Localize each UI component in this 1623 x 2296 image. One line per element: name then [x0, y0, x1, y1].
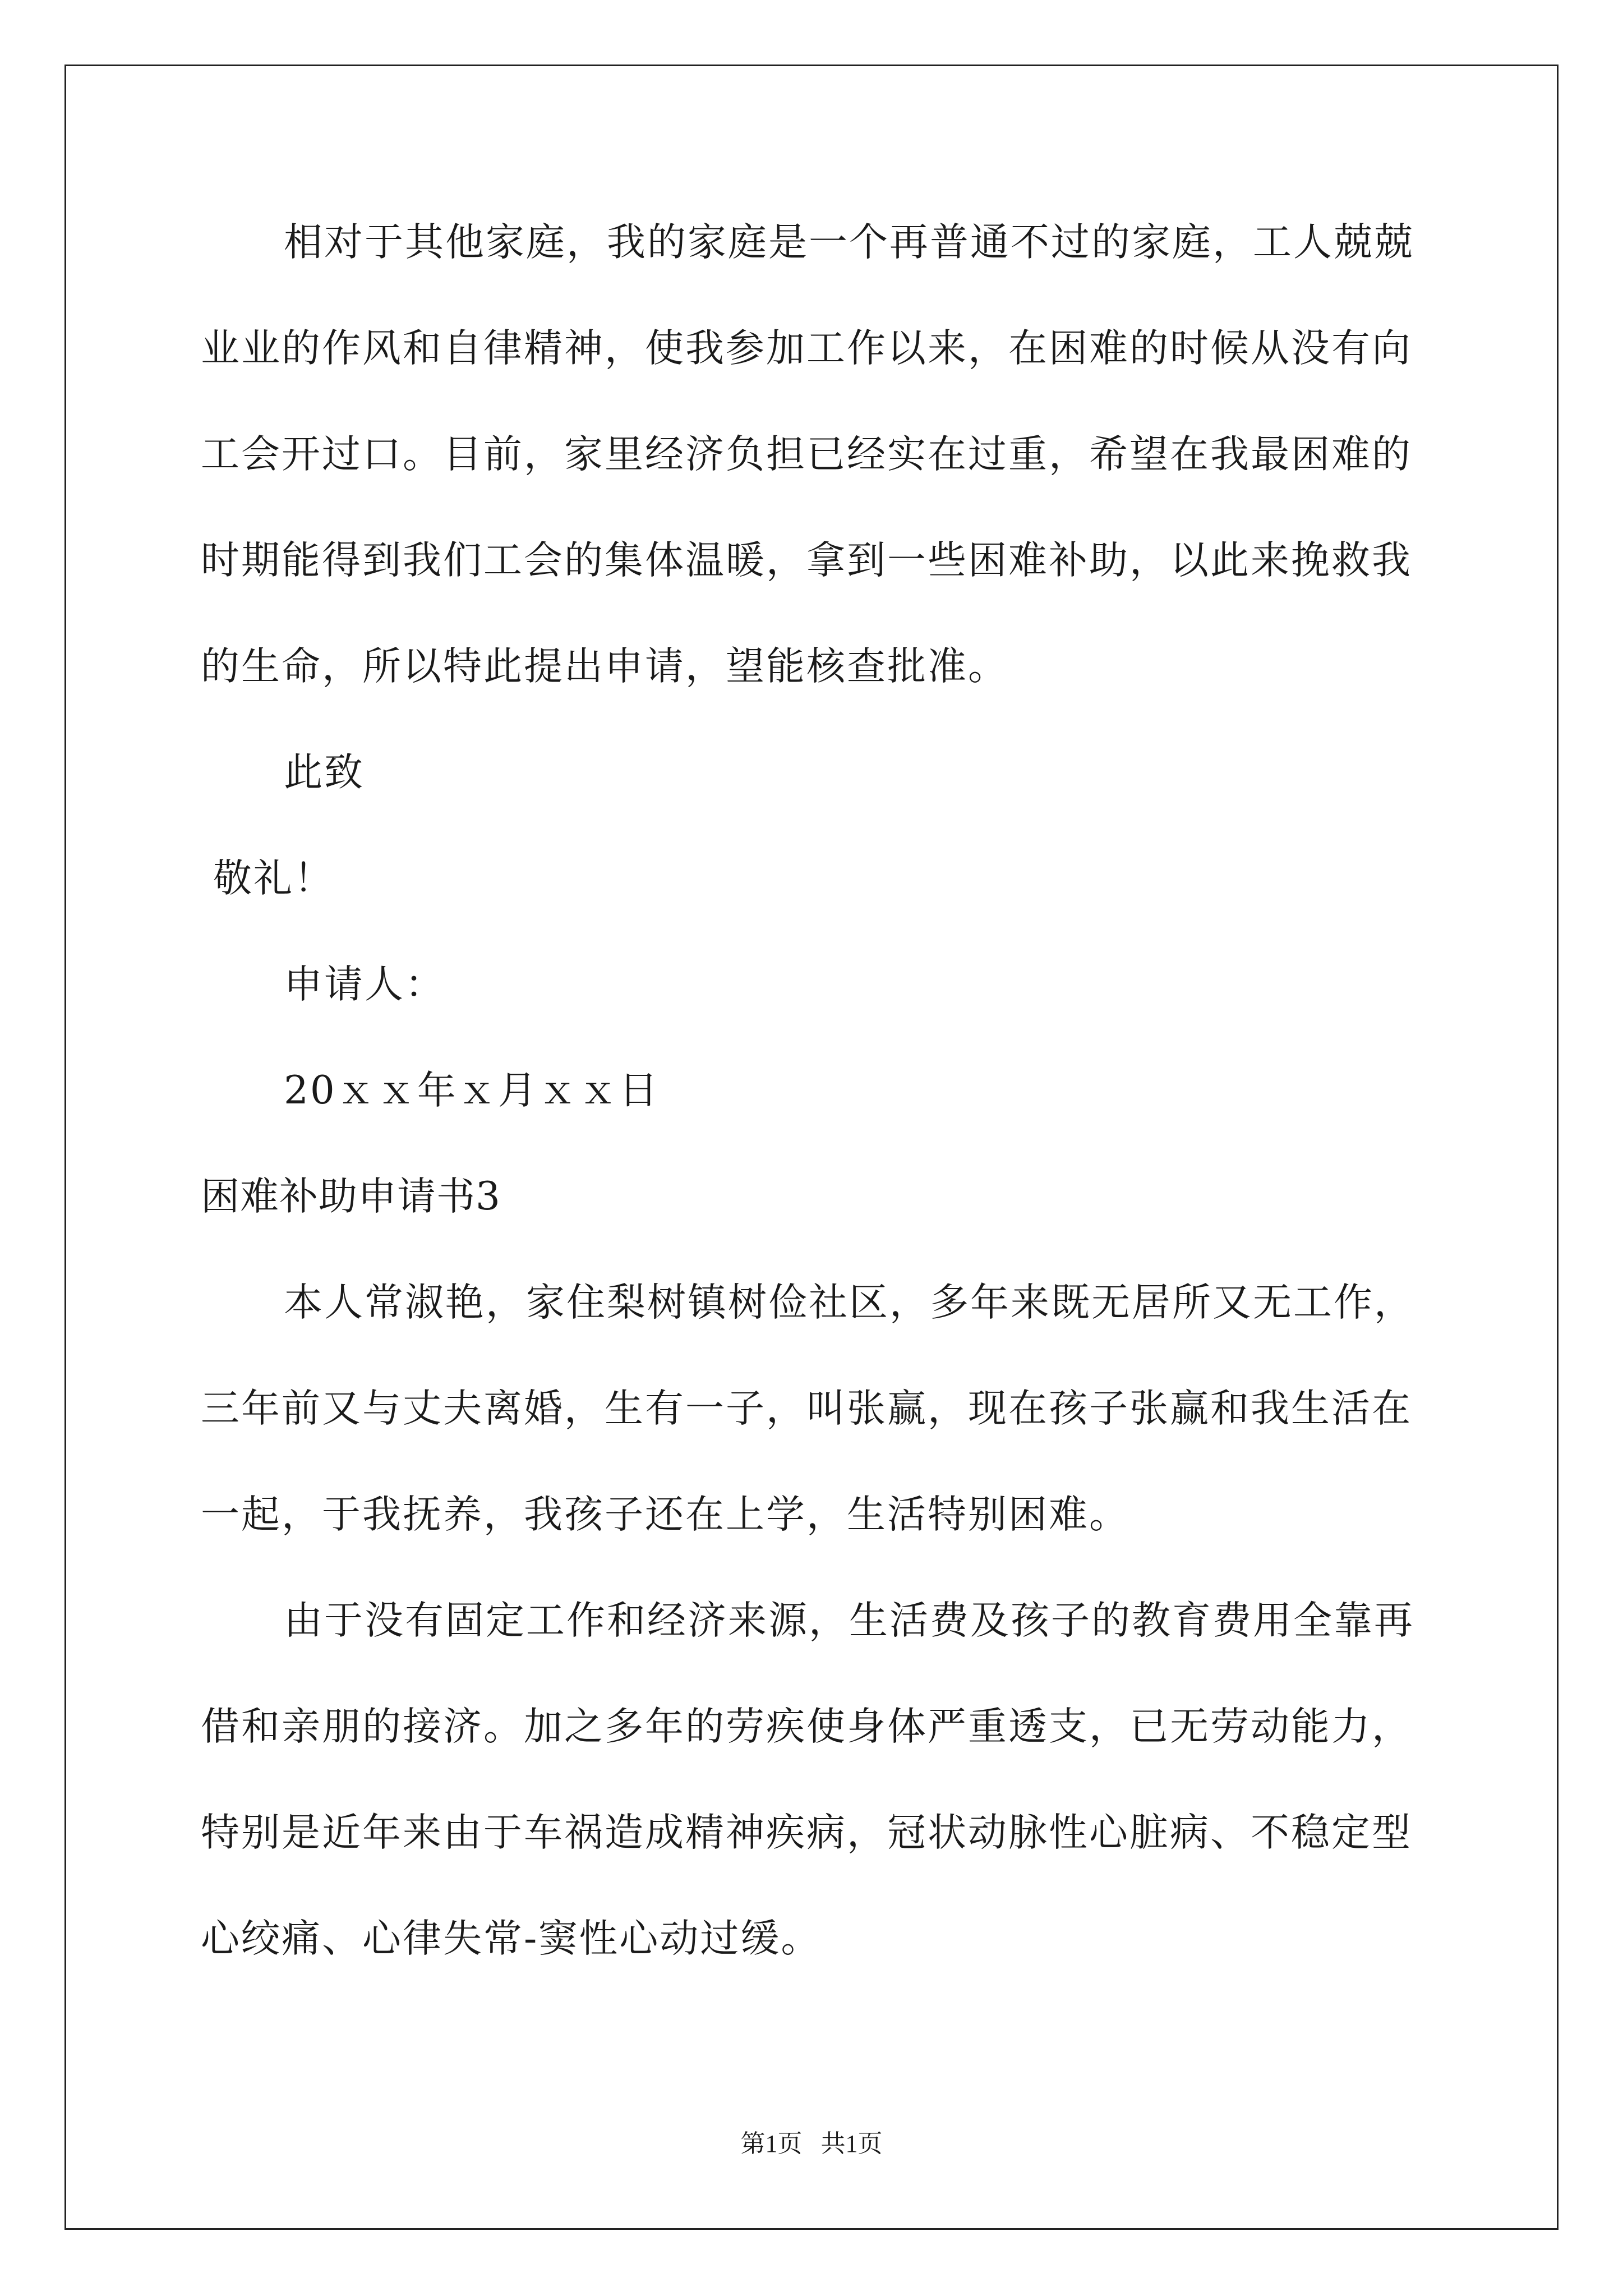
paragraph-line: 借和亲朋的接济。加之多年的劳疾使身体严重透支，已无劳动能力， [201, 1704, 1412, 1749]
paragraph-line: 工会开过口。目前，家里经济负担已经实在过重，希望在我最困难的 [201, 432, 1412, 477]
paragraph-line: 业业的作风和自律精神，使我参加工作以来，在困难的时候从没有向 [201, 326, 1412, 371]
document-body [201, 213, 1435, 2016]
paragraph-line: 本人常淑艳，家住梨树镇树俭社区，多年来既无居所又无工作， [284, 1280, 1414, 1325]
closing-salutation: 此致 [284, 750, 365, 795]
page-footer: 第1页 共1页 [740, 2130, 883, 2157]
paragraph-line: 心绞痛、心律失常-窦性心动过缓。 [201, 1916, 822, 1961]
paragraph-line: 时期能得到我们工会的集体温暖，拿到一些困难补助，以此来挽救我 [201, 538, 1412, 583]
paragraph-line: 三年前又与丈夫离婚，生有一子，叫张赢，现在孩子张赢和我生活在 [201, 1386, 1412, 1431]
section-title: 困难补助申请书3 [201, 1174, 501, 1219]
date-line: 20ｘｘ年ｘ月ｘｘ日 [284, 1068, 660, 1113]
paragraph-line: 由于没有固定工作和经济来源，生活费及孩子的教育费用全靠再 [284, 1598, 1414, 1643]
applicant-label: 申请人： [284, 962, 445, 1007]
paragraph-line: 特别是近年来由于车祸造成精神疾病，冠状动脉性心脏病、不稳定型 [201, 1810, 1412, 1855]
paragraph-line: 一起，于我抚养，我孩子还在上学，生活特别困难。 [201, 1492, 1129, 1537]
paragraph-line: 相对于其他家庭，我的家庭是一个再普通不过的家庭，工人兢兢 [284, 220, 1414, 265]
closing-respect: 敬礼！ [213, 856, 334, 901]
paragraph-line: 的生命，所以特此提出申请，望能核查批准。 [201, 644, 1008, 689]
